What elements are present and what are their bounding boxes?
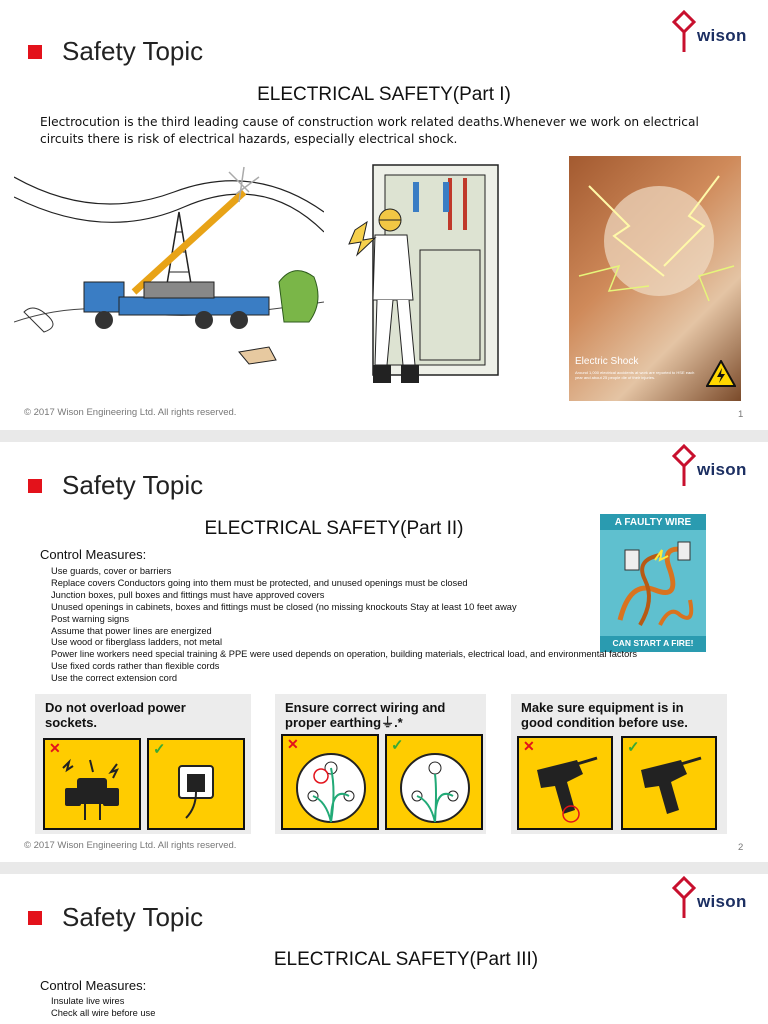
wison-logo-text: wison — [697, 460, 747, 479]
list-item: Check all wire before use — [51, 1007, 156, 1018]
list-item: Use wood or fiberglass ladders, not metal — [51, 637, 223, 648]
control-measures-list — [51, 996, 155, 1020]
list-item: Post warning signs — [51, 613, 130, 624]
bullet-square — [28, 45, 42, 59]
slide-title: ELECTRICAL SAFETY(Part I) — [257, 84, 511, 105]
correct-example-panel — [621, 736, 717, 830]
slide-divider — [0, 862, 768, 874]
crane-truck-illustration — [14, 152, 324, 382]
single-plug-socket-icon — [171, 758, 221, 820]
lightning-graphic — [569, 156, 741, 346]
slide-title: ELECTRICAL SAFETY(Part III) — [273, 949, 539, 970]
wrong-example-panel — [43, 738, 141, 830]
slide-divider — [0, 430, 768, 442]
card-title-line: Ensure correct wiring and — [285, 700, 446, 715]
list-item: Use the correct extension cord — [51, 673, 178, 684]
cross-icon: ✕ — [287, 736, 299, 752]
card-title-line: Make sure equipment is in — [521, 700, 684, 715]
cross-icon: ✕ — [523, 738, 535, 754]
slide-1 — [0, 0, 768, 430]
page-number: 1 — [738, 409, 744, 420]
poster-caption: Around 1,000 electrical accidents at work are reported to HSE each year and about 25 people die of their injuries. — [575, 370, 695, 380]
card-title-line: Do not overload power — [45, 700, 186, 715]
slide-topic: Safety Topic — [62, 36, 204, 66]
safety-card-wiring — [275, 694, 486, 834]
drill-icon — [631, 752, 707, 826]
check-icon: ✓ — [153, 741, 166, 758]
overloaded-socket-icon — [55, 758, 129, 820]
control-measures-heading: Control Measures: — [40, 978, 147, 993]
list-item: Use guards, cover or barriers — [51, 566, 172, 576]
card-title — [521, 700, 688, 730]
check-icon: ✓ — [391, 737, 404, 754]
correct-example-panel — [147, 738, 245, 830]
poster-heading: Electric Shock — [575, 356, 639, 367]
copyright: © 2017 Wison Engineering Ltd. All rights reserved. — [24, 840, 237, 851]
list-item: Unused openings in cabinets, boxes and fittings must be closed (no missing knockouts Stay at least 10 feet away — [51, 601, 517, 612]
plug-wiring-icon — [395, 746, 475, 826]
bullet-square — [28, 479, 42, 493]
wrong-example-panel — [517, 736, 613, 830]
card-title-line: proper earthing⏚.* — [285, 715, 403, 730]
correct-example-panel — [385, 734, 483, 830]
copyright: © 2017 Wison Engineering Ltd. All rights reserved. — [24, 407, 237, 418]
list-item: Power line workers need special training & PPE were used depends on operation, building materials, electrical load, and environmental factors — [51, 649, 638, 660]
wrong-example-panel — [281, 734, 379, 830]
poster-bottom-text: CAN START A FIRE! — [612, 638, 694, 648]
card-title — [285, 700, 445, 730]
card-title — [45, 700, 186, 730]
control-measures-list — [51, 566, 637, 685]
intro-text: Electrocution is the third leading cause of construction work related deaths.Whenever we work on electrical circuits there is risk of electrical hazards, especially electrical shock. — [40, 115, 699, 146]
slide-title: ELECTRICAL SAFETY(Part II) — [204, 518, 464, 539]
list-item: Junction boxes, pull boxes and fittings must have approved covers — [51, 589, 325, 600]
list-item: Replace covers Conductors going into them must be protected, and unused openings must be closed — [51, 577, 468, 588]
card-title-line: sockets. — [45, 715, 98, 730]
electric-shock-poster — [569, 156, 741, 401]
electrician-shock-illustration — [345, 160, 530, 390]
safety-card-sockets — [35, 694, 251, 834]
cross-icon: ✕ — [49, 740, 61, 756]
page-number: 2 — [738, 842, 744, 853]
slide-3 — [0, 874, 768, 1024]
list-item: Assume that power lines are energized — [51, 625, 212, 636]
card-title-line: good condition before use. — [521, 715, 688, 730]
wison-logo-text: wison — [697, 26, 747, 45]
damaged-drill-icon — [527, 752, 603, 826]
warning-triangle-icon — [706, 360, 736, 387]
list-item: Insulate live wires — [51, 996, 125, 1006]
slide-2 — [0, 442, 768, 862]
poster-top-text: A FAULTY WIRE — [614, 517, 692, 528]
safety-card-equipment — [511, 694, 727, 834]
list-item: Use fixed cords rather than flexible cords — [51, 661, 220, 672]
wison-logo-text: wison — [697, 892, 747, 911]
slide-topic: Safety Topic — [62, 470, 204, 500]
bullet-square — [28, 911, 42, 925]
control-measures-heading: Control Measures: — [40, 547, 147, 562]
check-icon: ✓ — [627, 739, 640, 756]
slide-topic: Safety Topic — [62, 902, 204, 932]
plug-wiring-icon — [291, 746, 371, 826]
